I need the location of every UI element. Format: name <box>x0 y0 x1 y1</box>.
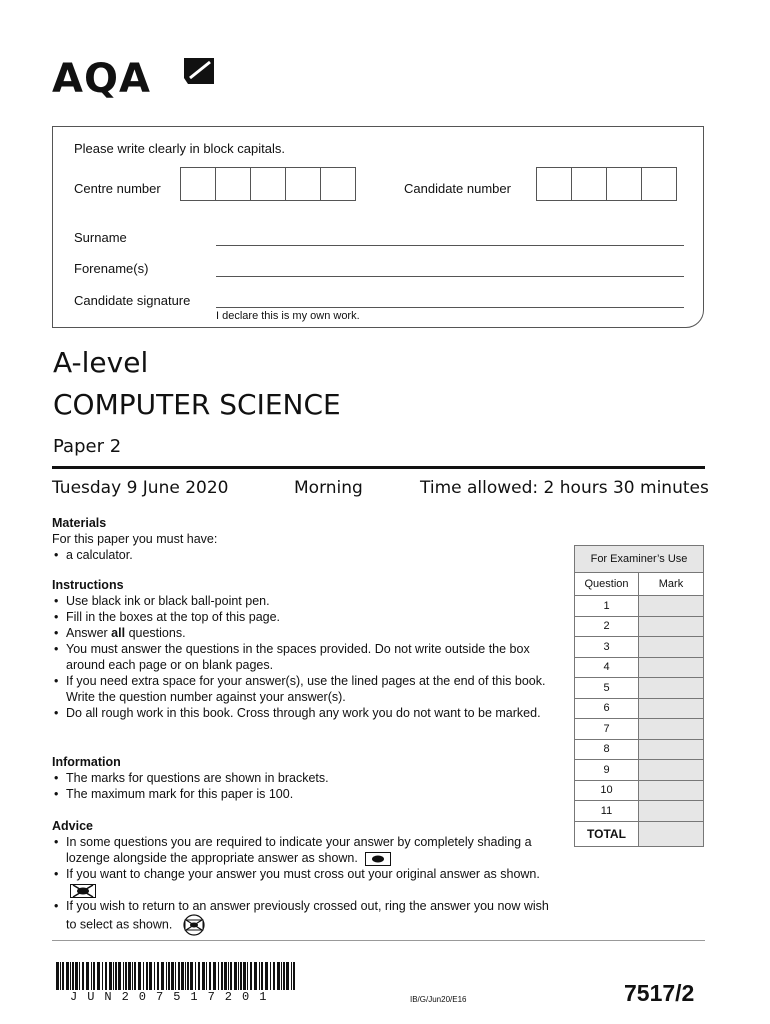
question-number: 8 <box>575 739 639 760</box>
barcode-bar <box>134 962 136 990</box>
instructions-section <box>52 577 572 721</box>
surname-field[interactable] <box>216 245 684 246</box>
barcode-bar <box>62 962 64 990</box>
barcode-bar <box>118 962 121 990</box>
barcode-bar <box>91 962 92 990</box>
barcode-bar <box>277 962 280 990</box>
shaded-lozenge-icon <box>365 852 391 866</box>
barcode-bar <box>230 962 232 990</box>
barcode-text: JUN207517201 <box>70 990 277 1004</box>
table-row <box>575 637 704 658</box>
barcode-bar <box>79 962 80 990</box>
total-label: TOTAL <box>575 821 639 846</box>
barcode-bar <box>221 962 223 990</box>
barcode-bar <box>213 962 216 990</box>
mark-cell <box>639 616 704 637</box>
barcode-bar <box>187 962 189 990</box>
centre-digit-box[interactable] <box>180 167 216 201</box>
barcode-bar <box>168 962 170 990</box>
signature-field[interactable] <box>216 307 684 308</box>
information-section <box>52 754 572 802</box>
table-row <box>575 616 704 637</box>
candidate-digit-box[interactable] <box>571 167 607 201</box>
advice-text-shade: In some questions you are required to indicate your answer by completely shading a lozenge alongside the appropriate answer as shown. <box>66 835 532 865</box>
materials-section <box>52 515 572 563</box>
barcode-bar <box>190 962 193 990</box>
list-item: • Use black ink or black ball-point pen. <box>66 593 572 609</box>
centre-digit-box[interactable] <box>215 167 251 201</box>
barcode-bar <box>66 962 69 990</box>
list-item <box>66 834 562 866</box>
barcode-bar <box>198 962 200 990</box>
paper-code: 7517/2 <box>624 980 695 1006</box>
question-number: 2 <box>575 616 639 637</box>
barcode-bar <box>209 962 211 990</box>
crossed-lozenge-icon <box>70 884 96 898</box>
question-column-header: Question <box>575 573 639 596</box>
subject-title: COMPUTER SCIENCE <box>53 388 341 421</box>
barcode-bar <box>138 962 141 990</box>
advice-heading: Advice <box>52 819 93 833</box>
barcode-bar <box>105 962 107 990</box>
question-number: 9 <box>575 760 639 781</box>
mark-cell <box>639 739 704 760</box>
barcode-bar <box>60 962 61 990</box>
aqa-logo <box>52 56 151 102</box>
barcode-bar <box>250 962 252 990</box>
barcode-bar <box>185 962 186 990</box>
barcode-bar <box>102 962 103 990</box>
table-row <box>575 780 704 801</box>
table-row <box>575 678 704 699</box>
total-mark-cell <box>639 821 704 846</box>
centre-digit-box[interactable] <box>320 167 356 201</box>
level-title: A-level <box>53 346 149 379</box>
centre-digit-box[interactable] <box>285 167 321 201</box>
logo-text: AQA <box>52 56 151 102</box>
table-row <box>575 698 704 719</box>
barcode-bar <box>123 962 124 990</box>
title-rule <box>52 466 705 469</box>
barcode-bar <box>149 962 152 990</box>
barcode-bar <box>93 962 95 990</box>
candidate-number-field[interactable] <box>537 167 677 201</box>
advice-section <box>52 818 562 936</box>
table-row <box>575 760 704 781</box>
advice-text-cross: If you want to change your answer you must cross out your original answer as shown. <box>66 867 540 881</box>
barcode-bar <box>202 962 205 990</box>
barcode-bar <box>181 962 184 990</box>
instructions-heading: Instructions <box>52 578 124 592</box>
table-row <box>575 719 704 740</box>
barcode-bar <box>132 962 133 990</box>
barcode-bar <box>109 962 112 990</box>
barcode-bar <box>240 962 242 990</box>
question-number: 3 <box>575 637 639 658</box>
barcode-bar <box>143 962 144 990</box>
block-capitals-instruction: Please write clearly in block capitals. <box>74 141 285 156</box>
all-emphasis: all <box>111 626 126 640</box>
mark-column-header: Mark <box>639 573 704 596</box>
exam-date: Tuesday 9 June 2020 <box>52 478 229 498</box>
barcode-bar <box>146 962 148 990</box>
barcode-bar <box>270 962 271 990</box>
table-row <box>575 801 704 822</box>
barcode-bar <box>218 962 219 990</box>
list-item: • The marks for questions are shown in brackets. <box>66 770 572 786</box>
barcode-bar <box>86 962 89 990</box>
barcode-bar <box>75 962 78 990</box>
barcode-bar <box>206 962 207 990</box>
barcode-bar <box>113 962 114 990</box>
mark-cell <box>639 657 704 678</box>
mark-cell <box>639 596 704 617</box>
forename-label: Forename(s) <box>74 261 149 276</box>
questions-text: questions. <box>128 626 186 640</box>
logo-mark-icon <box>180 56 216 90</box>
signature-label: Candidate signature <box>74 293 191 308</box>
mark-cell <box>639 760 704 781</box>
declaration-text: I declare this is my own work. <box>216 310 360 322</box>
table-row <box>575 657 704 678</box>
document-reference: IB/G/Jun20/E16 <box>410 995 467 1004</box>
barcode-bar <box>224 962 227 990</box>
list-item: • Do all rough work in this book. Cross through any work you do not want to be marked. <box>66 705 572 721</box>
mark-cell <box>639 698 704 719</box>
footer-rule <box>52 940 705 941</box>
exam-session: Morning <box>294 478 363 498</box>
barcode-bar <box>228 962 229 990</box>
candidate-digit-box[interactable] <box>606 167 642 201</box>
barcode-bar <box>283 962 285 990</box>
question-number: 7 <box>575 719 639 740</box>
table-title: For Examiner’s Use <box>575 546 704 573</box>
mark-cell <box>639 780 704 801</box>
barcode-bar <box>254 962 257 990</box>
barcode-bar <box>265 962 268 990</box>
table-row <box>575 821 704 846</box>
list-item: • If you need extra space for your answer(s), use the lined pages at the end of this book. Write the question number against your answer(s). <box>66 673 572 705</box>
mark-cell <box>639 801 704 822</box>
barcode-bar <box>261 962 263 990</box>
table-row <box>575 596 704 617</box>
barcode-bar <box>286 962 289 990</box>
barcode-bar <box>161 962 164 990</box>
candidate-digit-box[interactable] <box>641 167 677 201</box>
centre-digit-box[interactable] <box>250 167 286 201</box>
candidate-details-box <box>52 126 704 328</box>
list-item <box>66 898 562 936</box>
candidate-number-label: Candidate number <box>404 181 511 196</box>
barcode-bar <box>178 962 180 990</box>
mark-cell <box>639 678 704 699</box>
table-row <box>575 739 704 760</box>
list-item <box>66 625 572 641</box>
examiners-use-table <box>574 545 704 847</box>
barcode-bar <box>281 962 282 990</box>
question-number: 11 <box>575 801 639 822</box>
barcode-bar <box>154 962 155 990</box>
information-heading: Information <box>52 755 121 769</box>
candidate-digit-box[interactable] <box>536 167 572 201</box>
paper-title: Paper 2 <box>53 436 122 457</box>
surname-label: Surname <box>74 230 127 245</box>
list-item: • a calculator. <box>66 547 572 563</box>
barcode-bar <box>56 962 59 990</box>
materials-heading: Materials <box>52 516 107 530</box>
centre-number-label: Centre number <box>74 181 161 196</box>
barcode-bar <box>243 962 246 990</box>
barcode-bar <box>247 962 248 990</box>
barcode-bar <box>291 962 292 990</box>
time-allowed: Time allowed: 2 hours 30 minutes <box>420 478 709 498</box>
barcode-bar <box>234 962 237 990</box>
barcode-bar <box>82 962 84 990</box>
barcode-bar <box>238 962 239 990</box>
advice-text-ring: If you wish to return to an answer previously crossed out, ring the answer you now wish to select as shown. <box>66 899 549 932</box>
question-number: 5 <box>575 678 639 699</box>
answer-text: Answer <box>66 626 108 640</box>
barcode-bar <box>125 962 127 990</box>
question-number: 4 <box>575 657 639 678</box>
list-item: • You must answer the questions in the spaces provided. Do not write outside the box around each page or on blank pages. <box>66 641 572 673</box>
barcode-bar <box>259 962 260 990</box>
barcode-bar <box>166 962 167 990</box>
question-number: 10 <box>575 780 639 801</box>
ringed-lozenge-icon <box>180 914 208 936</box>
barcode-bar <box>70 962 71 990</box>
barcode-bar <box>195 962 196 990</box>
list-item <box>66 866 562 898</box>
barcode-bar <box>72 962 74 990</box>
list-item: • The maximum mark for this paper is 100. <box>66 786 572 802</box>
barcode-bar <box>97 962 100 990</box>
barcode-bar <box>115 962 117 990</box>
barcode-bar <box>171 962 174 990</box>
forename-field[interactable] <box>216 276 684 277</box>
barcode-icon <box>56 962 300 990</box>
barcode-bar <box>273 962 275 990</box>
mark-cell <box>639 637 704 658</box>
barcode-bar <box>293 962 295 990</box>
mark-cell <box>639 719 704 740</box>
barcode-bar <box>157 962 159 990</box>
materials-intro: For this paper you must have: <box>52 532 218 546</box>
centre-number-field[interactable] <box>181 167 356 201</box>
barcode-bar <box>128 962 131 990</box>
question-number: 1 <box>575 596 639 617</box>
question-number: 6 <box>575 698 639 719</box>
list-item: • Fill in the boxes at the top of this page. <box>66 609 572 625</box>
barcode-bar <box>175 962 176 990</box>
